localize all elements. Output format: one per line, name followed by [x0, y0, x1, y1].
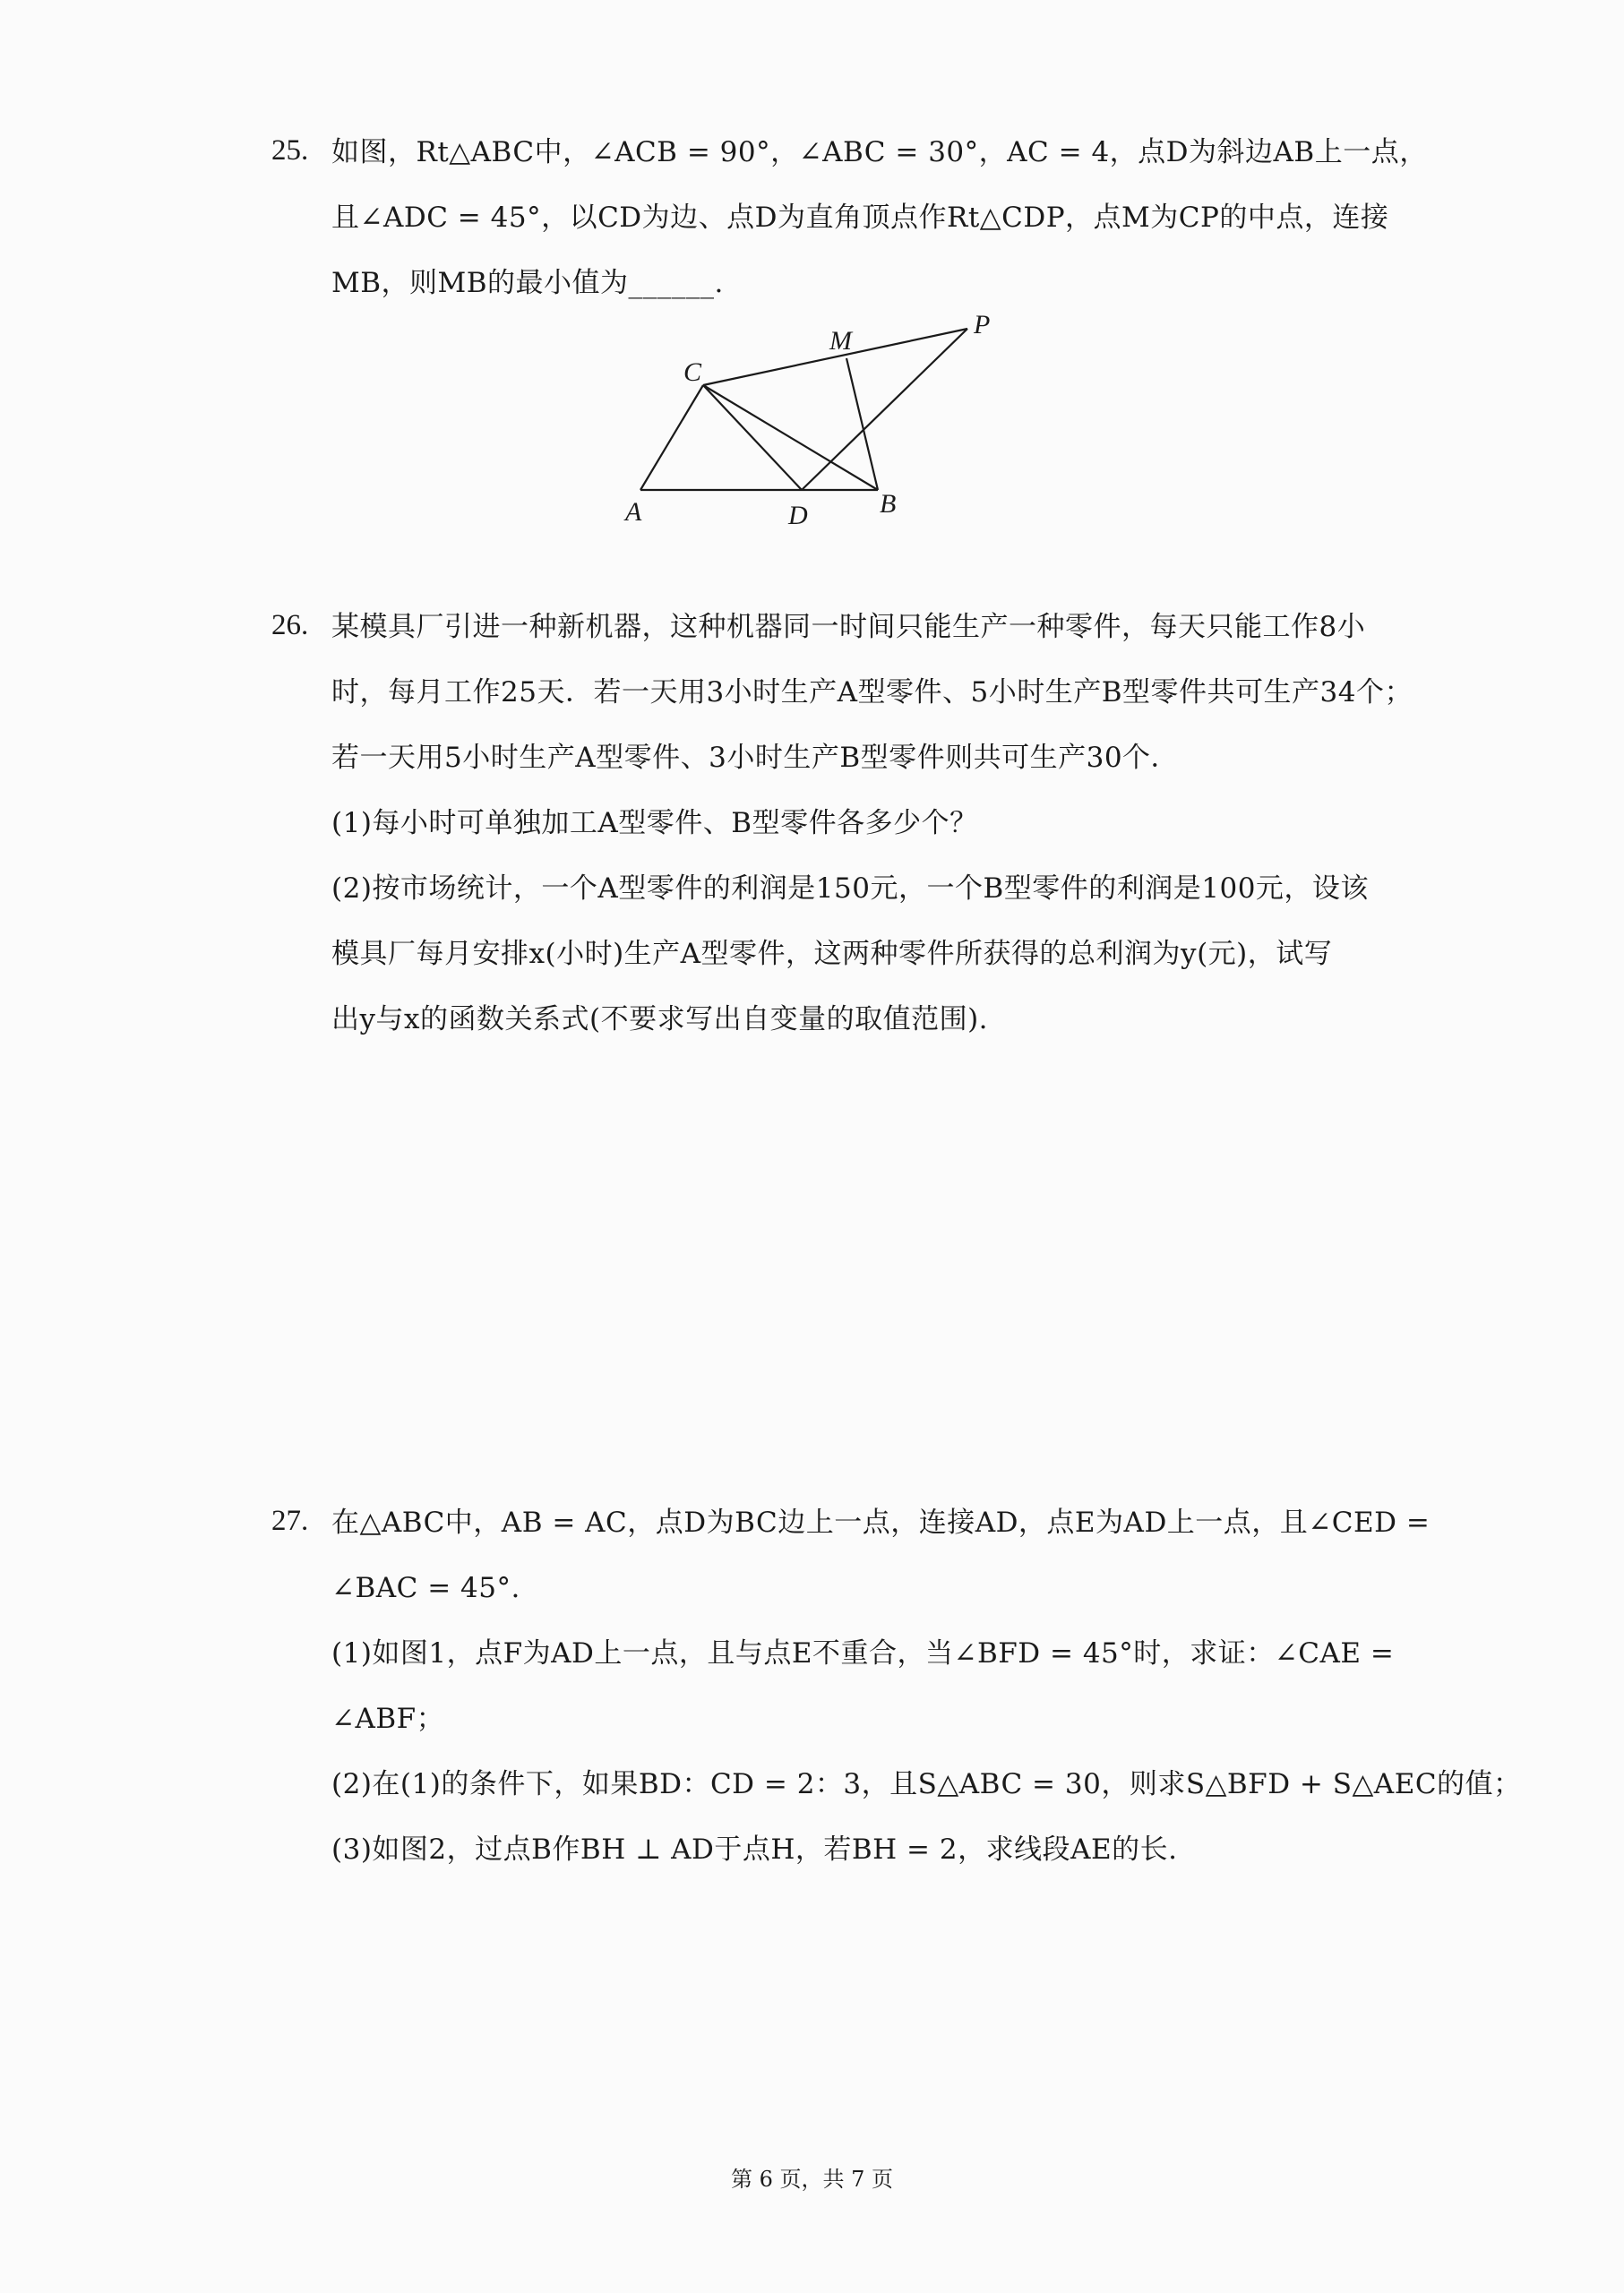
question-26-part-2-line-1: (2)按市场统计，一个A型零件的利润是150元，一个B型零件的利润是100元，设该	[331, 872, 1369, 905]
question-27-part-2: (2)在(1)的条件下，如果BD：CD = 2：3，且S△ABC = 30，则求S△BFD + S△AEC的值；	[331, 1768, 1522, 1800]
label-D: D	[788, 501, 808, 530]
question-25-line-2: 且∠ADC = 45°，以CD为边、点D为直角顶点作Rt△CDP，点M为CP的中点，连接	[331, 202, 1389, 234]
label-P: P	[974, 310, 991, 339]
segment-AC	[640, 385, 703, 490]
page-footer: 第 6 页，共 7 页	[730, 2167, 894, 2192]
label-C: C	[683, 357, 702, 387]
question-26-part-2-line-2: 模具厂每月安排x(小时)生产A型零件，这两种零件所获得的总利润为y(元)，试写	[331, 938, 1333, 970]
segment-MB	[846, 358, 878, 490]
label-A: A	[625, 497, 642, 527]
question-26-part-2-line-3: 出y与x的函数关系式(不要求写出自变量的取值范围).	[331, 1003, 989, 1035]
label-M: M	[829, 326, 852, 356]
question-26-number: 26.	[271, 609, 309, 641]
question-27-number: 27.	[271, 1505, 309, 1537]
question-25-number: 25.	[271, 134, 309, 167]
question-27-part-1-line-2: ∠ABF；	[331, 1703, 445, 1735]
question-27-line-2: ∠BAC = 45°.	[331, 1572, 520, 1604]
question-27-part-1-line-1: (1)如图1，点F为AD上一点，且与点E不重合，当∠BFD = 45°时，求证：∠CAE =	[331, 1637, 1395, 1670]
question-25-line-1: 如图，Rt△ABC中，∠ACB = 90°，∠ABC = 30°，AC = 4，点D为斜边AB上一点，	[331, 136, 1428, 168]
question-26-line-2: 时，每月工作25天．若一天用3小时生产A型零件、5小时生产B型零件共可生产34个；	[331, 676, 1413, 709]
question-26-line-3: 若一天用5小时生产A型零件、3小时生产B型零件则共可生产30个．	[331, 742, 1180, 774]
segment-CD	[703, 385, 802, 490]
label-B: B	[880, 489, 897, 519]
segment-DP	[802, 329, 967, 490]
question-27-part-3: (3)如图2，过点B作BH ⊥ AD于点H，若BH = 2，求线段AE的长.	[331, 1834, 1178, 1866]
question-27-line-1: 在△ABC中，AB = AC，点D为BC边上一点，连接AD，点E为AD上一点，且∠CED =	[331, 1507, 1431, 1539]
segment-CB	[703, 385, 878, 490]
question-25-figure	[618, 309, 1012, 533]
question-25-line-3: MB，则MB的最小值为______.	[331, 267, 724, 299]
question-26-line-1: 某模具厂引进一种新机器，这种机器同一时间只能生产一种零件，每天只能工作8小	[331, 611, 1366, 643]
question-26-part-1: (1)每小时可单独加工A型零件、B型零件各多少个？	[331, 807, 978, 839]
